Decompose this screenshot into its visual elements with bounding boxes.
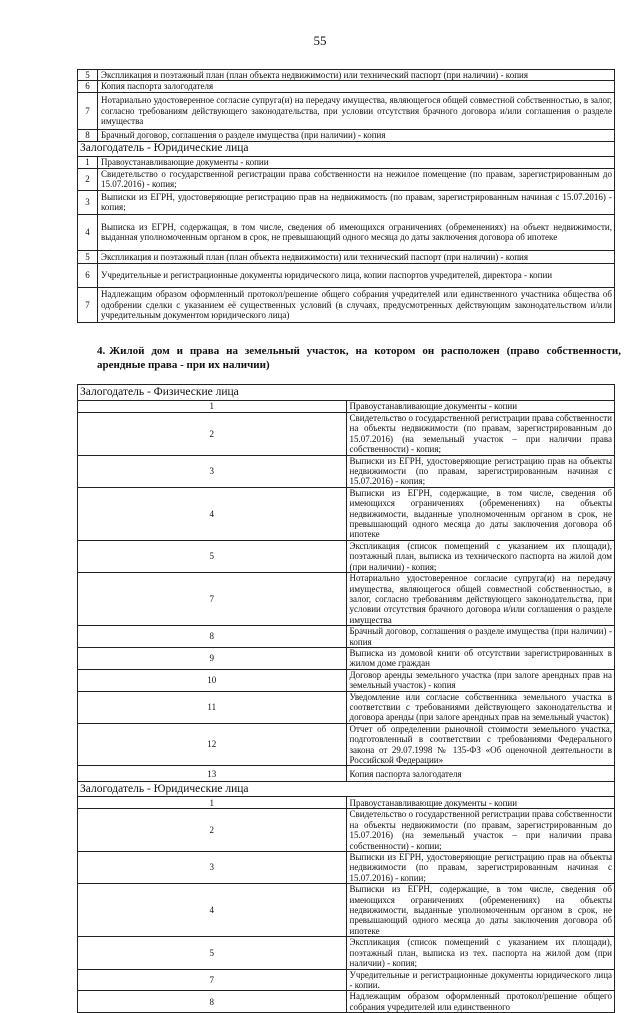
row-number: 13: [78, 766, 347, 782]
table-row: [78, 766, 615, 782]
table-row: [78, 723, 615, 766]
row-text: Учредительные и регистрационные документы юридического лица - копии.: [346, 969, 615, 991]
row-text: Правоустанавливающие документы - копии: [346, 797, 615, 809]
table-row: [78, 937, 615, 969]
table-row: [78, 401, 615, 413]
row-text: Правоустанавливающие документы - копии: [98, 156, 615, 168]
row-text: Нотариально удостоверенное согласие супруга(и) на передачу имущества, являющегося общей совместной собственностью, в залог, согласно требованиям действующего законодательства, при условии отсутствия брачного договора и/или соглашения о разделе имущества: [346, 573, 615, 626]
row-number: 4: [78, 884, 347, 937]
table-row: [78, 214, 615, 250]
row-number: 10: [78, 669, 347, 691]
table-row: [78, 573, 615, 626]
row-number: 7: [78, 287, 98, 322]
row-number: 1: [78, 797, 347, 809]
group-header-legal: [78, 782, 615, 797]
table-row: [78, 487, 615, 540]
row-number: 5: [78, 70, 98, 81]
row-text: Выписки из ЕГРН, содержащие, в том числе, сведения об имеющихся ограничениях (обременениях) на объекты недвижимости, выданные уполномоченным органом в срок, не превышающий одного месяца до даты заключения договора об ипотеке: [346, 884, 615, 937]
row-number: 5: [78, 540, 347, 572]
page-number: 55: [313, 33, 327, 48]
row-text: Выписка из ЕГРН, содержащая, в том числе, сведения об имеющихся ограничениях (обременениях) на объект недвижимости, выданная уполномоченным органом в срок, не превышающий одного месяца до даты заключения договора об ипотеке: [98, 214, 615, 250]
row-number: 2: [78, 413, 347, 456]
row-text: Копия паспорта залогодателя: [98, 81, 615, 92]
row-text: Надлежащим образом оформленный протокол/решение общего собрания учредителей или единственного участника общества об одобрении сделки с указанием её существенных условий (в случаях, предусмотренных действующим законодательством и/или учредительным документом юридического лица): [98, 287, 615, 322]
row-text: Брачный договор, соглашения о разделе имущества (при наличии) - копия: [346, 626, 615, 648]
table-row: [78, 647, 615, 669]
row-text: Выписки из ЕГРН, удостоверяющие регистрацию прав на объекты недвижимости (по правам, зарегистрированным начиная с 15.07.2016) - копия;: [346, 455, 615, 487]
table-row: [78, 168, 615, 190]
group-header-label: Залогодатель - Юридические лица: [78, 141, 615, 156]
row-text: Свидетельство о государственной регистрации права собственности на объекты недвижимости (по правам, зарегистрированным до 15.07.2016) (на земельный участок – при наличии права собственности) - копии;: [346, 809, 615, 852]
row-text: Копия паспорта залогодателя: [346, 766, 615, 782]
row-text: Правоустанавливающие документы - копии: [346, 401, 615, 413]
group-header-label: Залогодатель - Физические лица: [78, 385, 615, 401]
row-number: 12: [78, 723, 347, 766]
row-text: Экспликация и поэтажный план (план объекта недвижимости) или технический паспорт (при наличии) - копия: [98, 250, 615, 263]
table-row: [78, 250, 615, 263]
row-number: 7: [78, 92, 98, 129]
row-number: 3: [78, 852, 347, 884]
requirements-table-top: [77, 69, 615, 323]
table-row: [78, 156, 615, 168]
table-row: [78, 92, 615, 129]
table-row: [78, 129, 615, 141]
row-text: Брачный договор, соглашения о разделе имущества (при наличии) - копия: [98, 129, 615, 141]
table-row: [78, 852, 615, 884]
table-row: [78, 669, 615, 691]
row-number: 1: [78, 156, 98, 168]
row-number: 9: [78, 647, 347, 669]
table-row: [78, 263, 615, 287]
row-number: 4: [78, 487, 347, 540]
row-number: 5: [78, 937, 347, 969]
table-row: [78, 809, 615, 852]
table-row: [78, 691, 615, 723]
table-row: [78, 70, 615, 81]
requirements-table-residential: [77, 384, 615, 1013]
table-row: [78, 455, 615, 487]
row-text: Выписка из домовой книги об отсутствии зарегистрированных в жилом доме граждан: [346, 647, 615, 669]
table-row: [78, 991, 615, 1013]
row-number: 8: [78, 129, 98, 141]
row-text: Выписки из ЕГРН, удостоверяющие регистрацию прав на объекты недвижимости (по правам, зарегистрированным начиная с 15.07.2016) - копии;: [346, 852, 615, 884]
row-number: 4: [78, 214, 98, 250]
row-text: Выписки из ЕГРН, содержащие, в том числе, сведения об имеющихся ограничениях (обременениях) на объекты недвижимости, выданные уполномоченным органом в срок, не превышающий одного месяца до даты заключения договора об ипотеке: [346, 487, 615, 540]
row-number: 1: [78, 401, 347, 413]
table-row: [78, 626, 615, 648]
row-text: Экспликация (список помещений с указанием их площади), поэтажный план, выписка из тех. паспорта на жилой дом (при наличии) - копия;: [346, 937, 615, 969]
table-row: [78, 540, 615, 572]
row-number: 3: [78, 455, 347, 487]
row-number: 2: [78, 809, 347, 852]
table-row: [78, 969, 615, 991]
row-text: Надлежащим образом оформленный протокол/решение общего собрания учредителей или единственного: [346, 991, 615, 1013]
row-text: Учредительные и регистрационные документы юридического лица, копии паспортов учредителей, директора - копии: [98, 263, 615, 287]
row-number: 8: [78, 991, 347, 1013]
row-number: 8: [78, 626, 347, 648]
group-header-label: Залогодатель - Юридические лица: [78, 782, 615, 797]
row-number: 2: [78, 168, 98, 190]
table-row: [78, 797, 615, 809]
row-number: 6: [78, 263, 98, 287]
table-row: [78, 190, 615, 214]
row-text: Свидетельство о государственной регистрации права собственности на нежилое помещение (по правам, зарегистрированным до 15.07.2016) - копия;: [98, 168, 615, 190]
row-text: Договор аренды земельного участка (при залоге арендных прав на земельный участок) - копия: [346, 669, 615, 691]
group-header-legal: [78, 141, 615, 156]
table-row: [78, 287, 615, 322]
table-row: [78, 81, 615, 92]
row-number: 3: [78, 190, 98, 214]
row-number: 11: [78, 691, 347, 723]
row-text: Свидетельство о государственной регистрации права собственности на объекты недвижимости (по правам, зарегистрированным до 15.07.2016) (на земельный участок – при наличии права собственности) - копия;: [346, 413, 615, 456]
table-row: [78, 413, 615, 456]
section-title: Жилой дом и права на земельный участок, на котором он расположен (право собственности, арендные права - при их наличии): [97, 345, 621, 371]
row-text: Экспликация и поэтажный план (план объекта недвижимости) или технический паспорт (при наличии) - копия: [98, 70, 615, 81]
table-row: [78, 884, 615, 937]
row-number: 5: [78, 250, 98, 263]
row-text: Выписки из ЕГРН, удостоверяющие регистрацию прав на недвижимость (по правам, зарегистрированным начиная с 15.07.2016) - копия;: [98, 190, 615, 214]
row-text: Экспликация (список помещений с указанием их площади), поэтажный план, выписка из технического паспорта на жилой дом (при наличии) - копия;: [346, 540, 615, 572]
section-number: 4.: [97, 345, 106, 357]
row-text: Отчет об определении рыночной стоимости земельного участка, подготовленный в соответствии с требованиями Федерального закона от 29.07.1998 № 135-ФЗ «Об оценочной деятельности в Российской Федерации»: [346, 723, 615, 766]
row-text: Нотариально удостоверенное согласие супруга(и) на передачу имущества, являющегося общей совместной собственностью, в залог, согласно требованиям действующего законодательства, при условии отсутствия брачного договора и/или соглашения о разделе имущества: [98, 92, 615, 129]
row-number: 7: [78, 573, 347, 626]
row-number: 7: [78, 969, 347, 991]
row-text: Уведомление или согласие собственника земельного участка в соответствии с требованиями действующего законодательства и договора аренды (при залоге арендных прав на земельный участок): [346, 691, 615, 723]
row-number: 6: [78, 81, 98, 92]
group-header-physical: [78, 385, 615, 401]
section-heading: [97, 344, 621, 372]
